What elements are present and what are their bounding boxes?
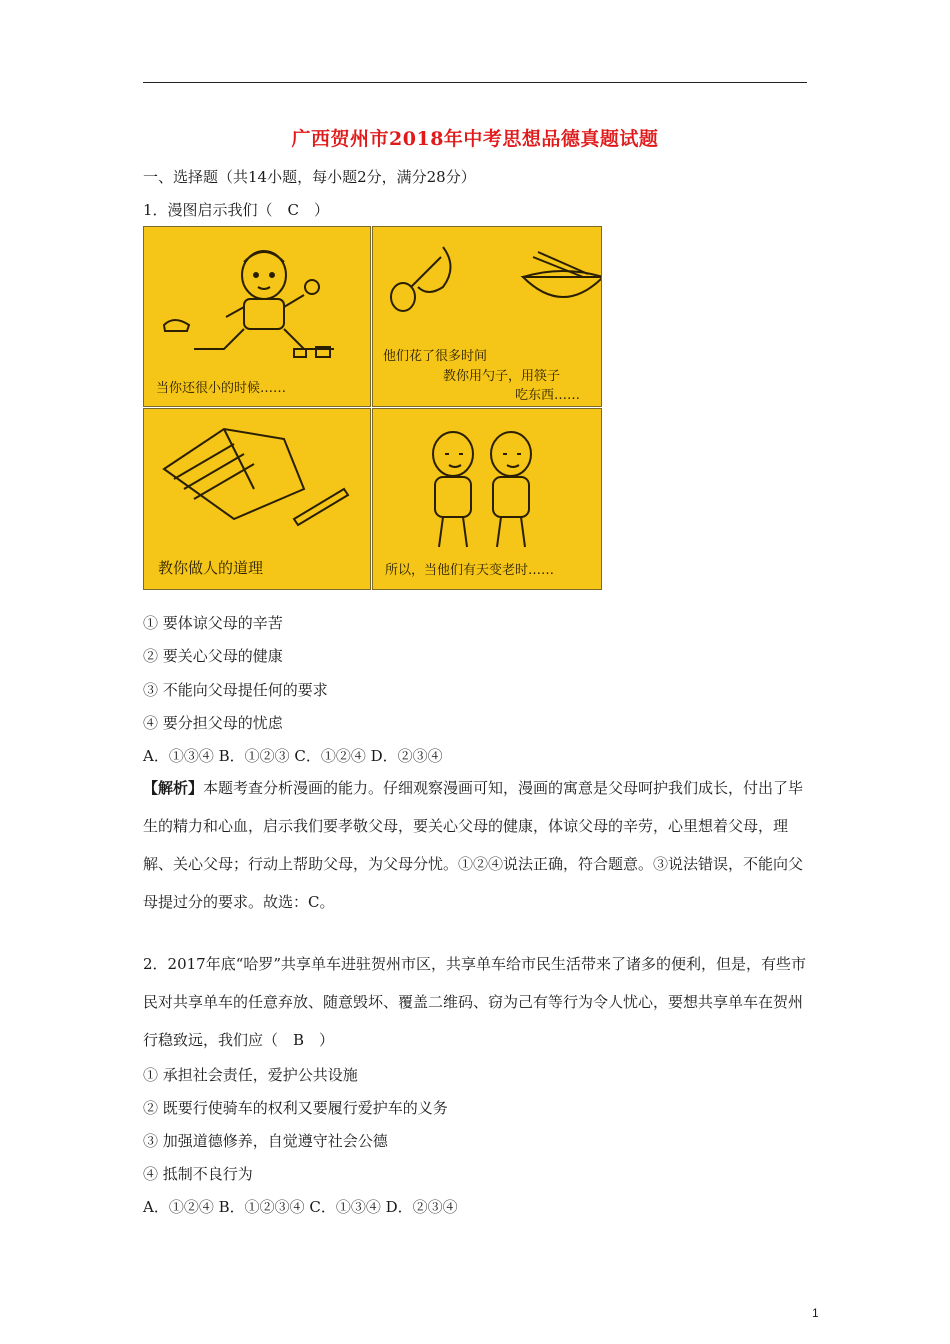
q2-option-4: ④ 抵制不良行为: [143, 1165, 253, 1183]
q2-option-1: ① 承担社会责任，爱护公共设施: [143, 1066, 358, 1084]
analysis-label: 【解析】: [143, 779, 204, 797]
comic-illustration: [143, 226, 600, 588]
panel-2-caption-line-3: 吃东西……: [515, 388, 581, 403]
question-2-stem: 2．2017年底“哈罗”共享单车进驻贺州市区，共享单车给市民生活带来了诸多的便利，但是，有些市民对共享单车的任意弃放、随意毁坏、覆盖二维码、窃为己有等行为令人忧心，要想共享单车在贺州行稳致远，我们应（ B ）: [143, 955, 807, 1049]
panel-2-caption-line-1: 他们花了很多时间: [383, 349, 488, 364]
page-number: 1: [812, 1306, 819, 1320]
panel-2-caption-line-2: 教你用勺子，用筷子: [443, 369, 561, 384]
q1-option-3: ③ 不能向父母提任何的要求: [143, 681, 328, 699]
q2-option-3: ③ 加强道德修养，自觉遵守社会公德: [143, 1132, 388, 1150]
q1-option-4: ④ 要分担父母的忧虑: [143, 714, 283, 732]
q1-option-2: ② 要关心父母的健康: [143, 647, 283, 665]
comic-panel-book: [143, 408, 371, 590]
q1-choices: A．①③④ B．①②③ C．①②④ D．②③④: [143, 747, 443, 765]
q1-option-1: ① 要体谅父母的辛苦: [143, 614, 283, 632]
q2-option-2: ② 既要行使骑车的权利又要履行爱护车的义务: [143, 1099, 448, 1117]
comic-panel-elderly: [372, 408, 602, 590]
comic-panel-spoon: [372, 226, 602, 407]
q1-analysis: [143, 769, 813, 921]
analysis-text: 本题考查分析漫画的能力。仔细观察漫画可知，漫画的寓意是父母呵护我们成长，付出了毕生的精力和心血，启示我们要孝敬父母，要关心父母的健康，体谅父母的辛劳，心里想着父母，理解、关心父母；行动上帮助父母，为父母分忧。①②④说法正确，符合题意。③说法错误，不能向父母提过分的要求。故选：C。: [143, 779, 804, 911]
question-1-stem: 1．漫图启示我们（ C ）: [143, 201, 330, 219]
comic-panel-baby: [143, 226, 371, 407]
panel-1-caption: 当你还很小的时候……: [156, 381, 287, 396]
panel-4-caption: 所以，当他们有天变老时……: [385, 563, 555, 578]
header-rule: [143, 82, 807, 83]
section-heading: 一、选择题（共14小题，每小题2分，满分28分）: [143, 168, 476, 186]
panel-3-caption: 教你做人的道理: [158, 559, 264, 577]
q2-choices: A．①②④ B．①②③④ C．①③④ D．②③④: [143, 1198, 458, 1216]
page-title: 广西贺州市2018年中考思想品德真题试题: [291, 128, 659, 150]
